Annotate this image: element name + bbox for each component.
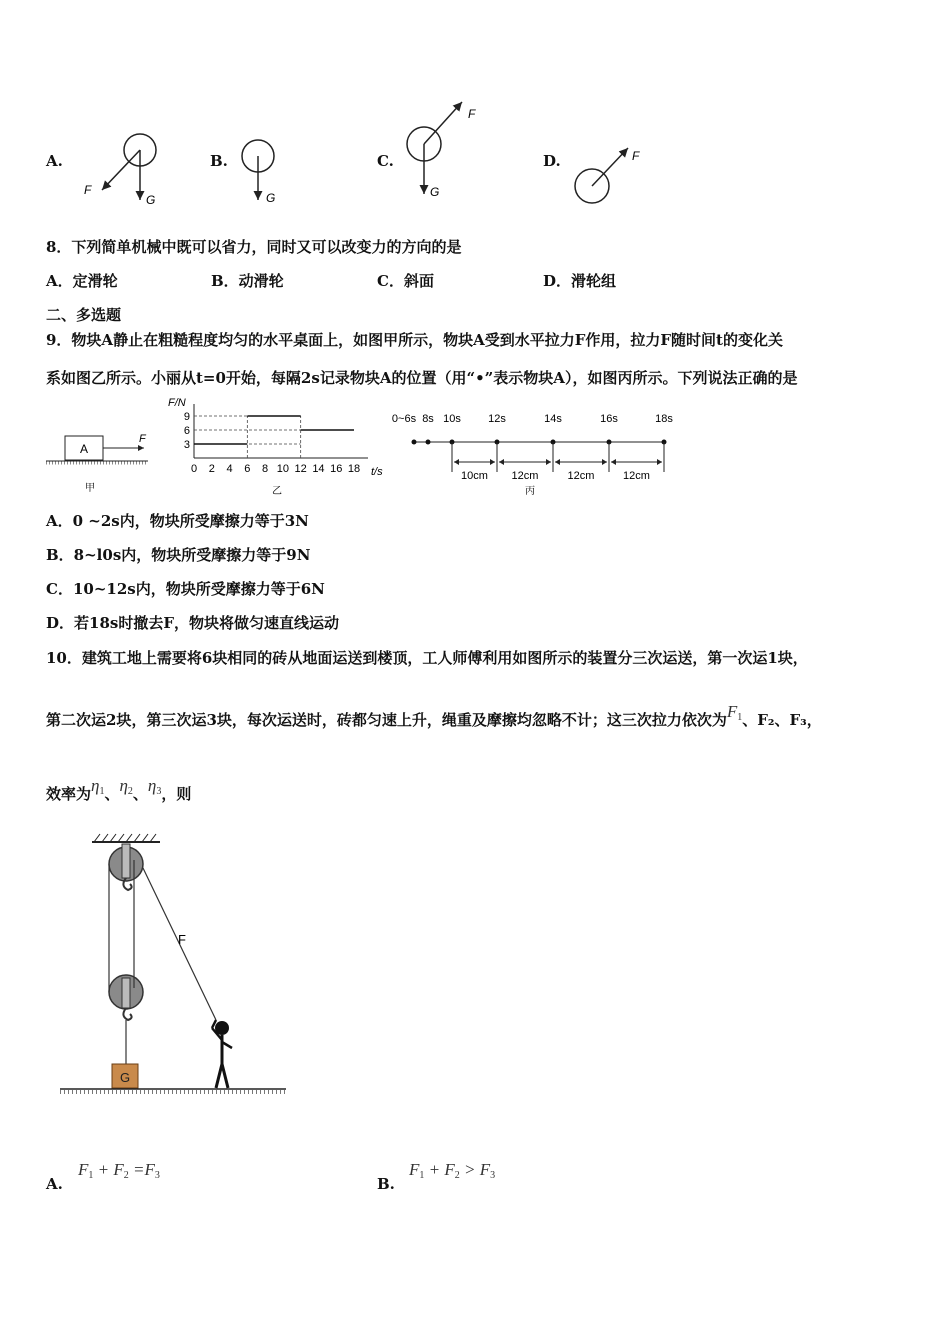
bing-arrowhead	[602, 459, 607, 465]
q9-option-d: D．若18s时撤去F，物块将做匀速直线运动	[46, 614, 339, 632]
bing-distance-label: 10cm	[461, 470, 488, 482]
bing-distance-label: 12cm	[511, 470, 539, 482]
bing-time-label: 12s	[488, 413, 506, 425]
q9-figure-jia	[44, 426, 154, 498]
q10-line3-tail: ，则	[161, 785, 192, 803]
q10-line2-text: 第二次运2块，第三次运3块，每次运送时，砖都匀速上升，绳重及摩擦均忽略不计；这三次拉力依次为	[46, 711, 727, 729]
q10-stem-line2: 第二次运2块，第三次运3块，每次运送时，砖都匀速上升，绳重及摩擦均忽略不计；这三次拉力依次为$F_1$、F₂、F₃，	[46, 702, 822, 729]
q10-pulley-figure	[56, 832, 292, 1098]
q8-option-d: D．滑轮组	[543, 272, 617, 290]
chart-xtick-label: 10	[276, 463, 290, 475]
chart-ytick-label: 9	[183, 411, 190, 423]
q8-stem: 8．下列简单机械中既可以省力，同时又可以改变力的方向的是	[46, 238, 462, 256]
chart-xtick-label: 6	[244, 463, 251, 475]
q7c-g-label: G	[430, 185, 440, 199]
pulley-load-label: G	[119, 1070, 131, 1085]
q7a-g-label: G	[146, 193, 156, 207]
bing-caption: 丙	[525, 486, 535, 497]
q7-option-d-figure	[566, 140, 656, 212]
q7-option-b-letter: B.	[210, 152, 228, 170]
q7-option-c-letter: C.	[377, 152, 394, 170]
q7-option-a-figure	[78, 124, 168, 212]
q9-figure-bing	[380, 404, 680, 500]
bing-arrowhead	[657, 459, 662, 465]
bing-time-label: 14s	[544, 413, 562, 425]
pulley-force-label: F	[178, 932, 186, 947]
bing-arrowhead	[555, 459, 560, 465]
q7-option-a-letter: A.	[46, 152, 63, 170]
q10-option-a-formula: $F_1 + F_2 =F_3$	[78, 1160, 160, 1181]
q7-option-d-letter: D.	[543, 152, 561, 170]
chart-xtick-label: 0	[190, 463, 198, 475]
bing-arrowhead	[490, 459, 495, 465]
bing-arrowhead	[611, 459, 616, 465]
chart-ytick-label: 3	[183, 439, 190, 451]
chart-xtick-label: 4	[226, 463, 233, 475]
chart-xtick-label: 12	[294, 463, 307, 475]
q10-line3-pre: 效率为	[46, 785, 92, 803]
bing-position-dot	[426, 440, 431, 445]
bing-arrowhead	[546, 459, 551, 465]
q10-option-b-formula: $F_1 + F_2 > F_3$	[409, 1160, 496, 1181]
q8-option-b: B．动滑轮	[211, 272, 284, 290]
bing-time-label: 0~6s	[391, 413, 417, 425]
q8-option-c: C．斜面	[377, 272, 434, 290]
q7-option-b-figure	[236, 132, 296, 212]
bing-distance-label: 12cm	[567, 470, 595, 482]
q10-option-b-letter: B.	[377, 1175, 395, 1193]
chart-xtick-label: 8	[262, 463, 269, 475]
bing-distance-label: 12cm	[623, 470, 650, 482]
chart-xtick-label: 2	[208, 463, 215, 475]
q10-stem-line1: 10．建筑工地上需要将6块相同的砖从地面运送到楼顶，工人师傅利用如图所示的装置分三次运送，第一次运1块，	[46, 649, 808, 667]
q10-stem-line3: 效率为$\eta_1$、$\eta_2$、$\eta_3$，则	[46, 776, 192, 803]
q7c-f-label: F	[468, 107, 476, 121]
q7a-f-label: F	[84, 183, 92, 197]
jia-force-label: F	[139, 433, 146, 445]
q9-stem-line2: 系如图乙所示。小丽从t=0开始，每隔2s记录物块A的位置（用“•”表示物块A），如图丙所示。下列说法正确的是	[46, 369, 798, 387]
section-heading: 二、多选题	[46, 306, 122, 324]
bing-time-label: 18s	[655, 413, 673, 425]
chart-caption: 乙	[272, 486, 282, 497]
bing-time-label: 8s	[422, 413, 434, 425]
bing-arrowhead	[454, 459, 459, 465]
chart-xlabel: t/s	[371, 466, 383, 478]
chart-ylabel: F/N	[168, 397, 186, 409]
bing-arrowhead	[499, 459, 504, 465]
q7-option-c-figure	[398, 96, 488, 206]
q9-option-c: C．10~12s内，物块所受摩擦力等于6N	[46, 580, 325, 598]
chart-xtick-label: 18	[347, 463, 361, 475]
q9-stem-line1: 9．物块A静止在粗糙程度均匀的水平桌面上，如图甲所示，物块A受到水平拉力F作用，拉力F随时间t的变化关	[46, 331, 783, 349]
q7b-g-label: G	[266, 191, 276, 205]
chart-ytick-label: 6	[183, 425, 190, 437]
bing-position-dot	[412, 440, 417, 445]
q9-figure-yi-chart	[164, 392, 394, 498]
bing-time-label: 10s	[443, 413, 461, 425]
q10-line2-tail: 、F₂、F₃，	[742, 711, 822, 729]
q7d-f-label: F	[632, 149, 640, 163]
bing-time-label: 16s	[600, 413, 618, 425]
jia-caption: 甲	[85, 483, 95, 494]
chart-xtick-label: 14	[312, 463, 325, 475]
chart-xtick-label: 16	[330, 463, 343, 475]
q9-option-b: B．8~l0s内，物块所受摩擦力等于9N	[46, 546, 311, 564]
q10-option-a-letter: A.	[46, 1175, 63, 1193]
jia-block-label: A	[79, 442, 89, 456]
q9-option-a: A．0 ~2s内，物块所受摩擦力等于3N	[46, 512, 309, 530]
q8-option-a: A．定滑轮	[46, 272, 118, 290]
